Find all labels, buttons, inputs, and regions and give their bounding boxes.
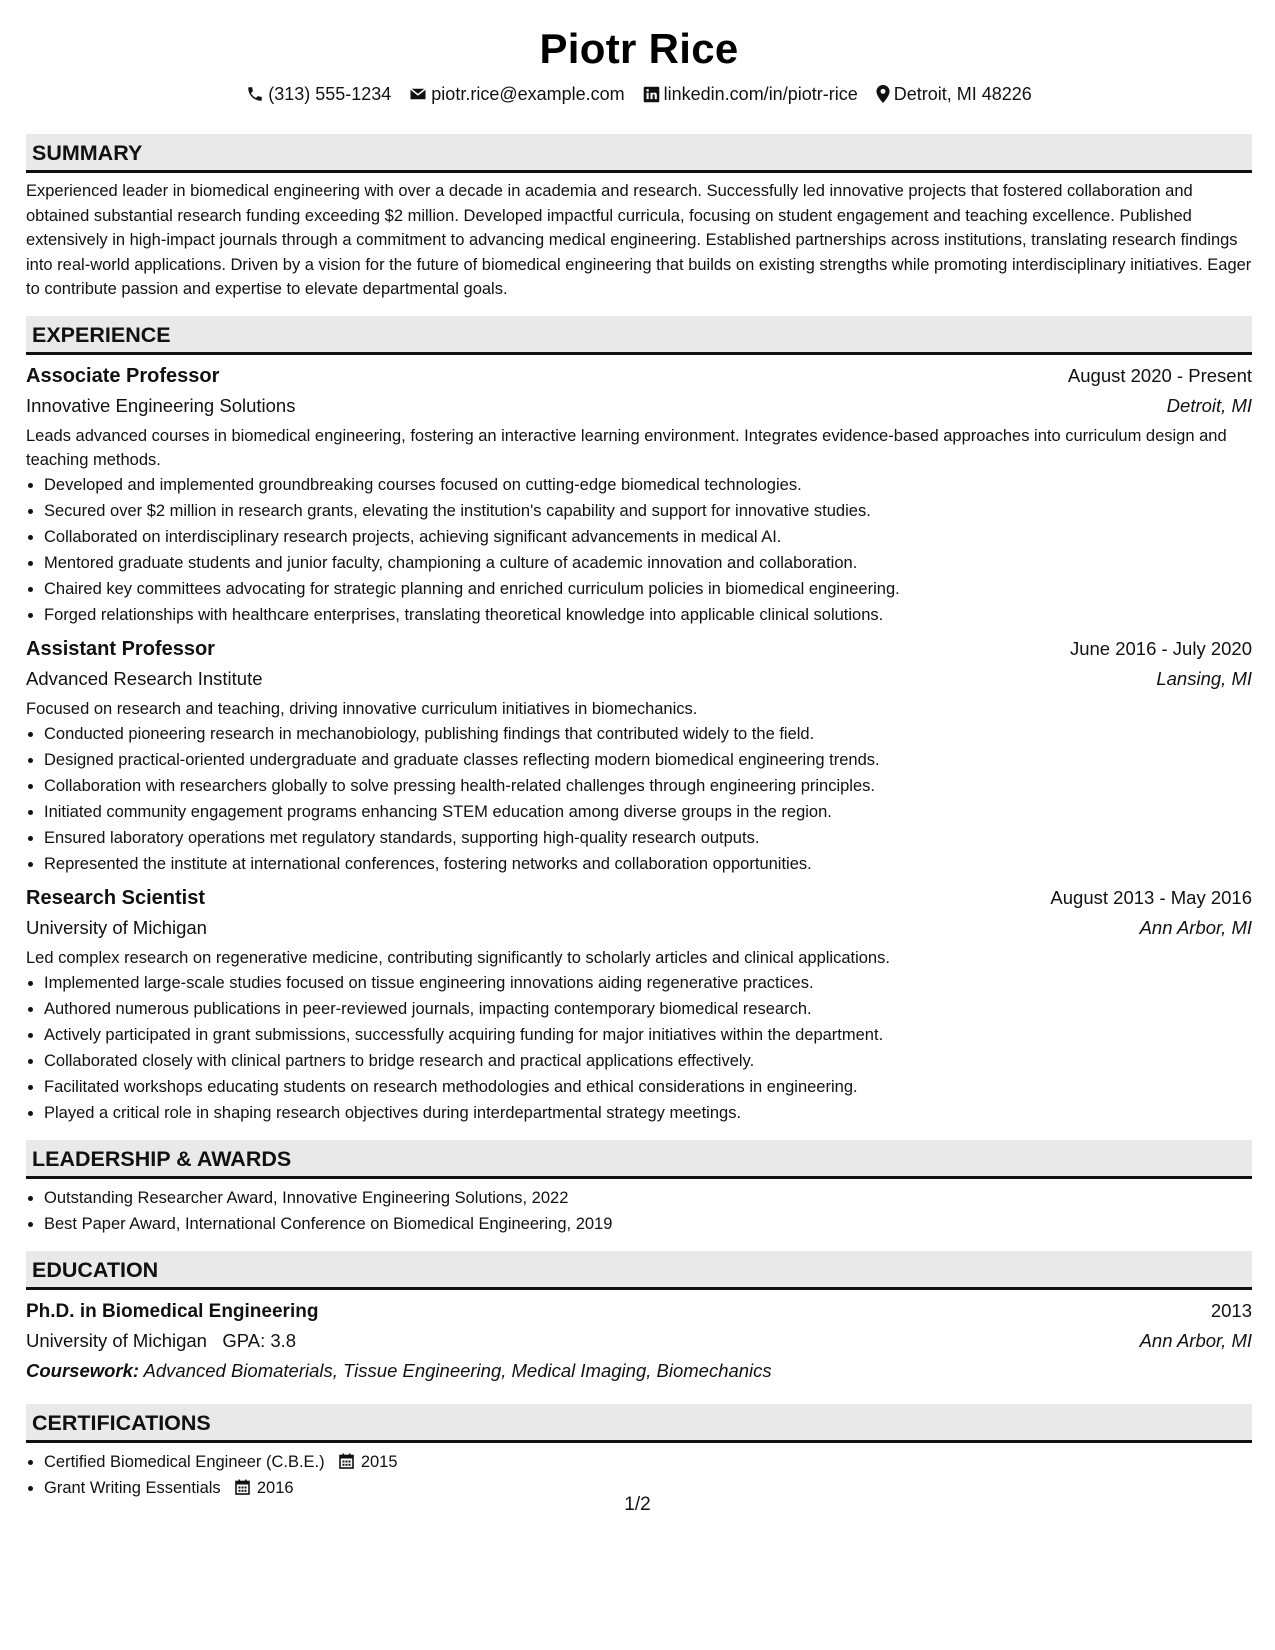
list-item: • Outstanding Researcher Award, Innovative Engineering Solutions, 2022: [44, 1185, 1252, 1211]
resume-page: [26, 0, 1252, 1501]
school-location: Ann Arbor, MI: [1139, 1329, 1252, 1351]
job-location: Lansing, MI: [1156, 667, 1252, 689]
job-title: Associate Professor: [26, 364, 220, 387]
contact-linkedin[interactable]: [643, 82, 858, 106]
school-and-gpa: [26, 1326, 296, 1356]
job-location: Detroit, MI: [1166, 394, 1252, 416]
job-bullets: [26, 970, 1252, 1126]
job-location: Ann Arbor, MI: [1139, 916, 1252, 938]
job-bullets: [26, 472, 1252, 628]
coursework-list: Advanced Biomaterials, Tissue Engineering, Medical Imaging, Biomechanics: [143, 1359, 772, 1381]
awards-list: [26, 1185, 1252, 1237]
contact-location: [876, 82, 1032, 106]
coursework: [26, 1356, 1252, 1386]
email-text: piotr.rice@example.com: [431, 84, 625, 104]
job-dates: August 2020 - Present: [1067, 364, 1252, 386]
section-heading-experience: EXPERIENCE: [26, 316, 1252, 355]
certification-name: Grant Writing Essentials: [44, 1478, 221, 1497]
job-organization: Advanced Research Institute: [26, 667, 263, 689]
location-text: Detroit, MI 48226: [893, 84, 1032, 104]
list-item: • Represented the institute at international conferences, fostering networks and collaboration opportunities.: [44, 851, 1252, 877]
section-heading-certifications: CERTIFICATIONS: [26, 1404, 1252, 1443]
list-item: • Chaired key committees advocating for strategic planning and enriched curriculum policies in biomedical engineering.: [44, 576, 1252, 602]
linkedin-text: linkedin.com/in/piotr-rice: [663, 84, 858, 104]
education-entry: [26, 1296, 1252, 1386]
graduation-year: 2013: [1210, 1299, 1252, 1321]
certification-year: 2015: [360, 1452, 398, 1471]
list-item: • Secured over $2 million in research grants, elevating the institution's capability and support for innovative studies.: [44, 498, 1252, 524]
list-item: • Best Paper Award, International Conference on Biomedical Engineering, 2019: [44, 1211, 1252, 1237]
job-entry: [26, 634, 1252, 877]
degree-title: Ph.D. in Biomedical Engineering: [26, 1300, 319, 1322]
gpa: GPA: 3.8: [222, 1329, 297, 1351]
job-organization: University of Michigan: [26, 916, 207, 938]
list-item: [44, 1449, 1252, 1475]
job-dates: August 2013 - May 2016: [1050, 886, 1252, 908]
candidate-name: Piotr Rice: [539, 25, 739, 72]
certification-name: Certified Biomedical Engineer (C.B.E.): [44, 1452, 325, 1471]
phone-icon: [246, 85, 264, 103]
list-item: • Implemented large-scale studies focused on tissue engineering innovations aiding regenerative practices.: [44, 970, 1252, 996]
calendar-icon: [339, 1453, 354, 1469]
job-description: Focused on research and teaching, driving innovative curriculum initiatives in biomechanics.: [26, 699, 698, 718]
list-item: • Collaboration with researchers globally to solve pressing health-related challenges through engineering principles.: [44, 773, 1252, 799]
certification-year: 2016: [256, 1478, 294, 1497]
job-title: Research Scientist: [26, 886, 205, 909]
list-item: • Authored numerous publications in peer-reviewed journals, impacting contemporary biomedical research.: [44, 996, 1252, 1022]
envelope-icon: [409, 85, 427, 103]
contact-email[interactable]: [409, 82, 624, 106]
section-heading-awards: LEADERSHIP & AWARDS: [26, 1140, 1252, 1179]
job-title: Assistant Professor: [26, 637, 215, 660]
list-item: • Played a critical role in shaping research objectives during interdepartmental strategy meetings.: [44, 1100, 1252, 1126]
list-item: • Collaborated closely with clinical partners to bridge research and practical applications effectively.: [44, 1048, 1252, 1074]
list-item: • Conducted pioneering research in mechanobiology, publishing findings that contributed widely to the field.: [44, 721, 1252, 747]
page-number: 1/2: [624, 1494, 651, 1515]
contact-bar: [26, 82, 1252, 106]
job-bullets: [26, 721, 1252, 877]
job-description: Leads advanced courses in biomedical engineering, fostering an interactive learning environment. Integrates evidence-based approaches into curriculum design and teaching methods.: [26, 426, 1227, 469]
job-entry: [26, 361, 1252, 628]
list-item: • Initiated community engagement programs enhancing STEM education among diverse groups in the region.: [44, 799, 1252, 825]
contact-phone[interactable]: [246, 82, 391, 106]
list-item: • Designed practical-oriented undergraduate and graduate classes reflecting modern biomedical engineering trends.: [44, 747, 1252, 773]
job-description: Led complex research on regenerative medicine, contributing significantly to scholarly articles and clinical applications.: [26, 948, 890, 967]
summary-text: Experienced leader in biomedical engineering with over a decade in academia and research. Successfully led innovative projects that fostered collaboration and obtained substantial research funding exceeding $2 million. Developed impactful curricula, focusing on student engagement and teaching excellence. Published extensively in high-impact journals through a commitment to advancing medical engineering. Established partnerships across institutions, translating research findings into real-world applications. Driven by a vision for the future of biomedical engineering that builds on existing strengths while promoting interdisciplinary initiatives. Eager to contribute passion and expertise to elevate departmental goals.: [26, 182, 1252, 298]
list-item: • Mentored graduate students and junior faculty, championing a culture of academic innovation and collaboration.: [44, 550, 1252, 576]
list-item: • Ensured laboratory operations met regulatory standards, supporting high-quality research outputs.: [44, 825, 1252, 851]
job-organization: Innovative Engineering Solutions: [26, 394, 296, 416]
list-item: • Developed and implemented groundbreaking courses focused on cutting-edge biomedical technologies.: [44, 472, 1252, 498]
section-heading-education: EDUCATION: [26, 1251, 1252, 1290]
linkedin-icon: [643, 86, 660, 103]
section-heading-summary: SUMMARY: [26, 134, 1252, 173]
job-dates: June 2016 - July 2020: [1069, 637, 1252, 659]
phone-text: (313) 555-1234: [268, 84, 392, 104]
list-item: • Facilitated workshops educating students on research methodologies and ethical considerations in engineering.: [44, 1074, 1252, 1100]
job-entry: [26, 883, 1252, 1126]
coursework-label: Coursework:: [26, 1359, 140, 1381]
list-item: • Collaborated on interdisciplinary research projects, achieving significant advancements in medical AI.: [44, 524, 1252, 550]
map-pin-icon: [876, 85, 890, 103]
list-item: • Actively participated in grant submissions, successfully acquiring funding for major initiatives within the department.: [44, 1022, 1252, 1048]
school-name: University of Michigan: [26, 1329, 207, 1351]
list-item: • Forged relationships with healthcare enterprises, translating theoretical knowledge into applicable clinical solutions.: [44, 602, 1252, 628]
